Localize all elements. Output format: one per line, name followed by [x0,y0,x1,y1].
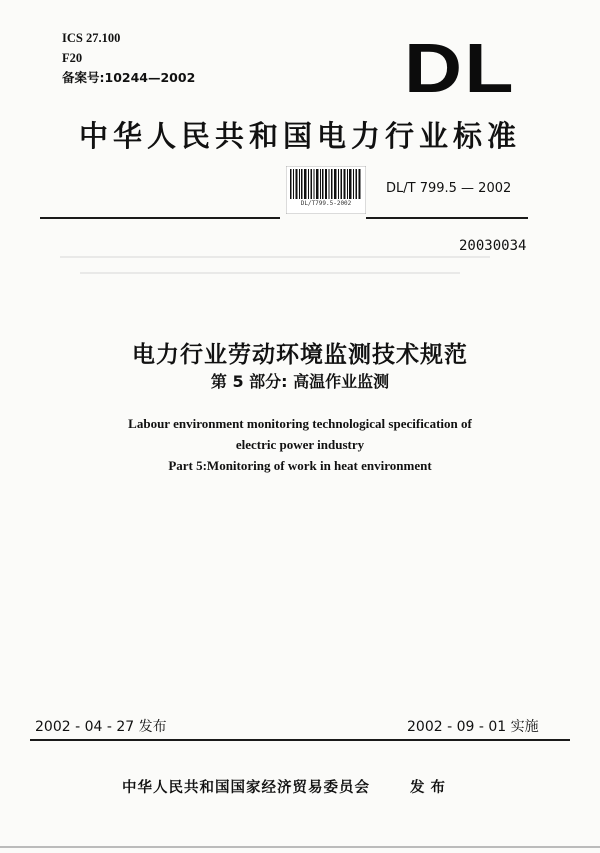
record-number: 备案号:10244—2002 [62,70,196,85]
classification-code: F20 [62,51,83,65]
receive-number: 20030034 [459,238,527,254]
barcode-text: DL/T799.5-2002 [300,200,352,207]
dl-logo: DL [404,29,516,107]
standard-category-title: 中华人民共和国电力行业标准 [78,119,521,153]
issuing-authority: 中华人民共和国国家经济贸易委员会 [122,780,370,796]
implementation-date: 2002 - 09 - 01 实施 [407,719,539,735]
document-subtitle-cn: 第 5 部分: 高温作业监测 [210,372,390,391]
document-title-cn: 电力行业劳动环境监测技术规范 [132,342,468,368]
scan-artifact [80,272,460,274]
header-rule-left [40,217,280,219]
scan-edge [0,846,600,848]
footer-rule [30,739,570,741]
issue-date: 2002 - 04 - 27 发布 [35,719,167,735]
standard-number: DL/T 799.5 — 2002 [386,181,512,196]
publish-label: 发布 [410,780,451,796]
document-title-en-line3: Part 5:Monitoring of work in heat environment [168,458,432,473]
document-title-en-line1: Labour environment monitoring technological specification of [128,416,472,431]
header-rule-right [366,217,528,219]
document-title-en-line2: electric power industry [235,437,365,452]
scan-artifact [60,256,490,258]
ics-code: ICS 27.100 [62,31,121,45]
